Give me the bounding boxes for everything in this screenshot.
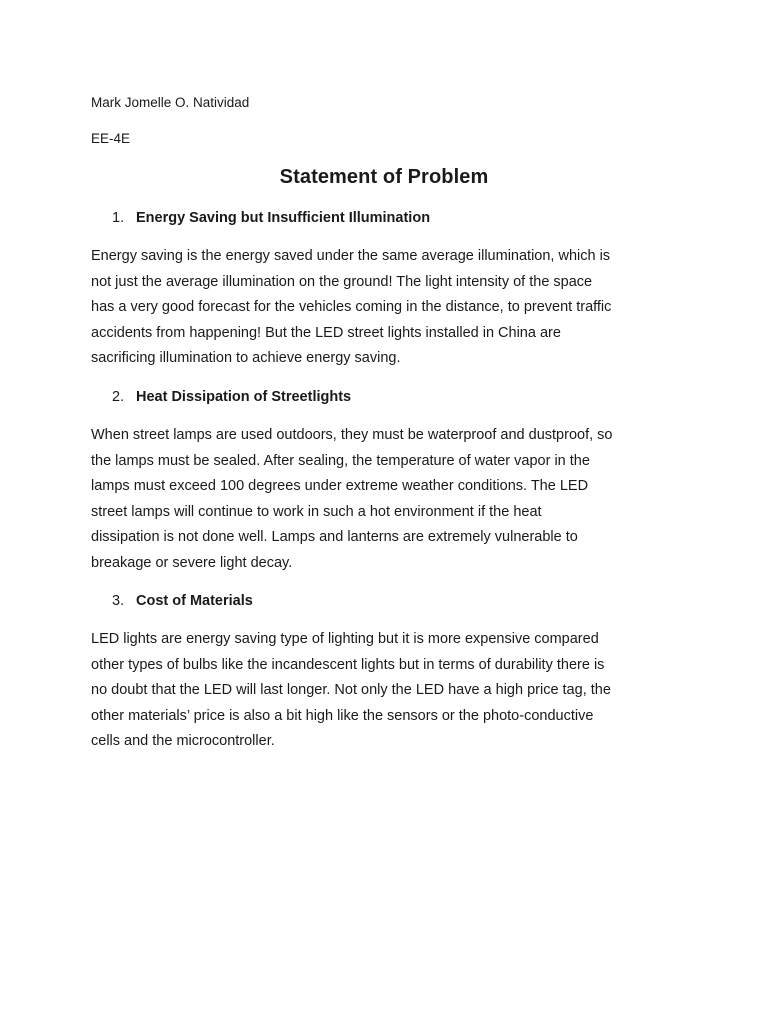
section-number: 1. (112, 210, 125, 226)
paragraph-line: other types of bulbs like the incandescent lights but in terms of durability there is (91, 656, 605, 673)
paragraph-line: not just the average illumination on the ground! The light intensity of the space (91, 273, 593, 290)
section-heading-2 (112, 387, 351, 407)
document-title: Statement of Problem (279, 166, 489, 188)
section-paragraph-2 (91, 423, 681, 576)
class-section: EE-4E (91, 131, 131, 146)
paragraph-line: When street lamps are used outdoors, they must be waterproof and dustproof, so (91, 427, 613, 443)
paragraph-line: the lamps must be sealed. After sealing, the temperature of water vapor in the (91, 452, 590, 469)
paragraph-line: lamps must exceed 100 degrees under extreme weather conditions. The LED (91, 478, 589, 494)
section-number: 2. (112, 389, 125, 405)
paragraph-line: Energy saving is the energy saved under the same average illumination, which is (91, 248, 611, 264)
section-number: 3. (112, 593, 125, 609)
section-heading-text: Energy Saving but Insufficient Illumination (136, 210, 431, 226)
paragraph-line: cells and the microcontroller. (91, 733, 275, 749)
section-paragraph-1 (91, 244, 681, 372)
paragraph-line: accidents from happening! But the LED street lights installed in China are (91, 324, 561, 341)
paragraph-line: street lamps will continue to work in such a hot environment if the heat (91, 503, 542, 520)
paragraph-line: other materials’ price is also a bit high like the sensors or the photo-conductive (91, 707, 594, 724)
paragraph-line: LED lights are energy saving type of lighting but it is more expensive compared (91, 631, 599, 647)
section-heading-text: Heat Dissipation of Streetlights (136, 389, 352, 405)
section-heading-text: Cost of Materials (136, 593, 253, 609)
section-heading-1 (112, 208, 430, 228)
section-heading-3 (112, 591, 253, 611)
paragraph-line: no doubt that the LED will last longer. Not only the LED have a high price tag, the (91, 682, 611, 698)
paragraph-line: dissipation is not done well. Lamps and lanterns are extremely vulnerable to (91, 529, 578, 545)
paragraph-line: has a very good forecast for the vehicles coming in the distance, to prevent traffic (91, 299, 612, 315)
paragraph-line: breakage or severe light decay. (91, 554, 293, 571)
author-name: Mark Jomelle O. Natividad (91, 95, 250, 110)
paragraph-line: sacrificing illumination to achieve energy saving. (91, 350, 401, 366)
section-paragraph-3 (91, 627, 681, 755)
